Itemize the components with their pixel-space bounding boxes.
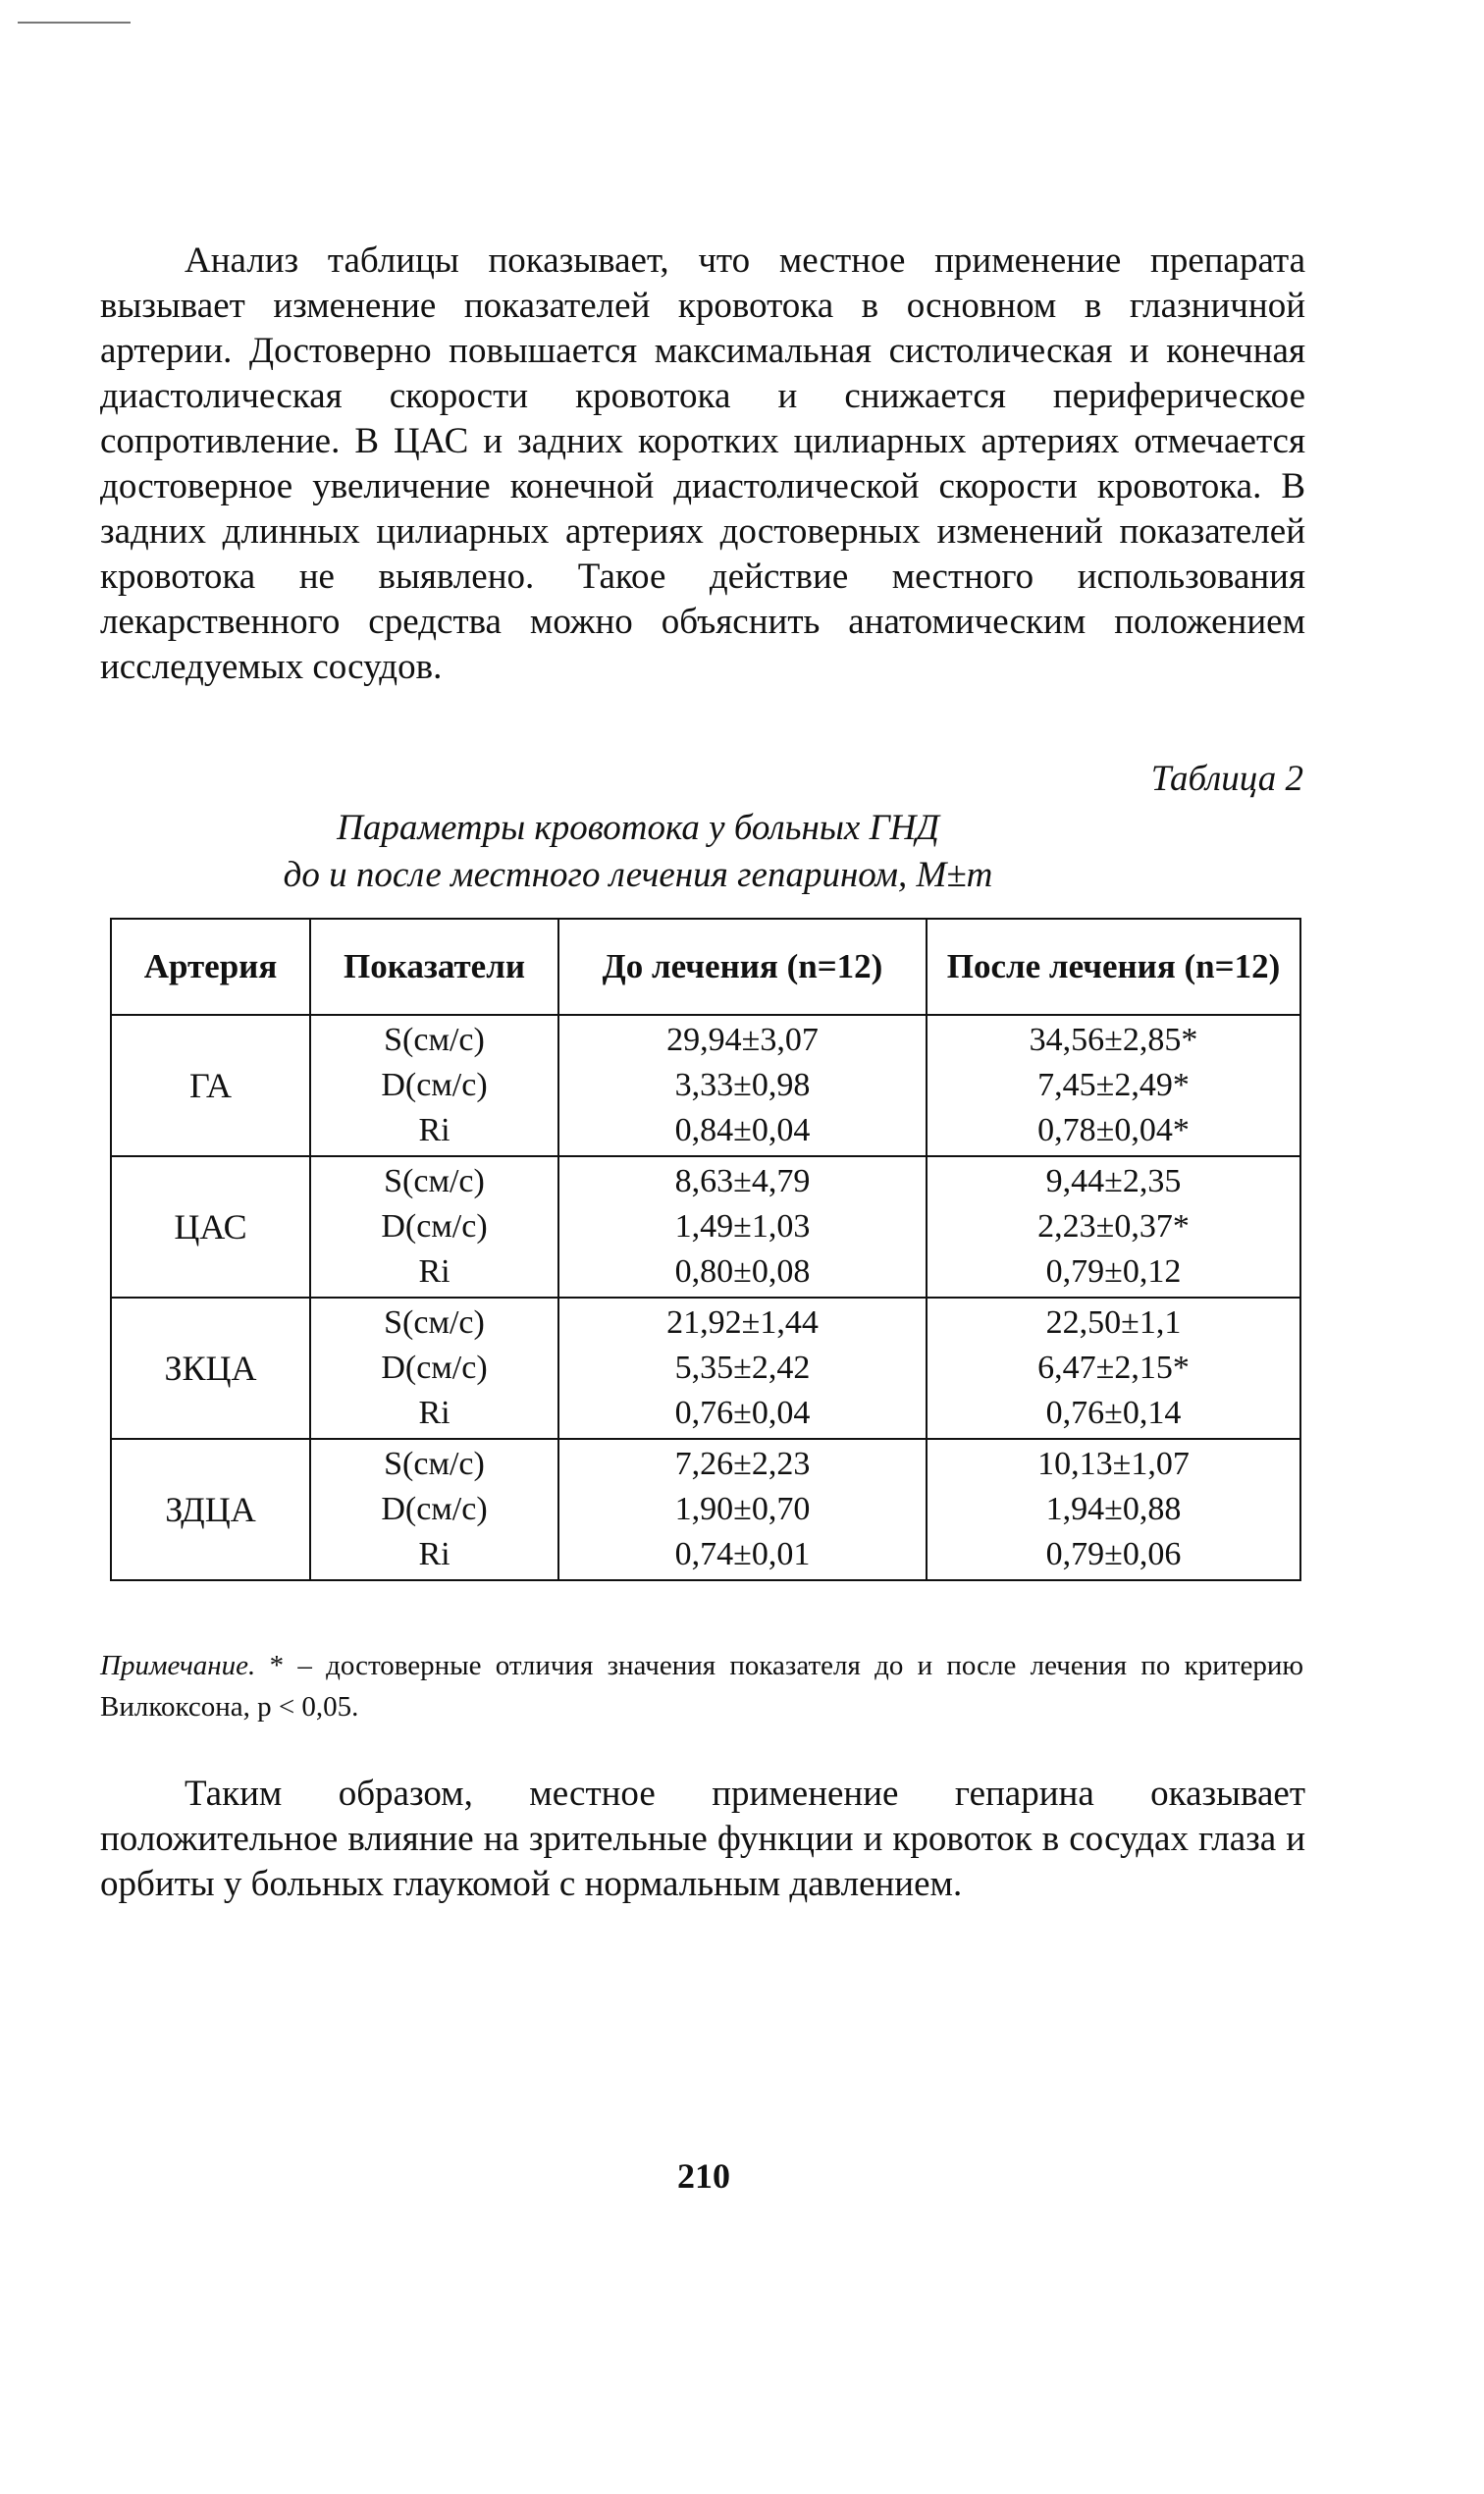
param-value: Ri bbox=[418, 1536, 450, 1572]
after-value: 7,45±2,49* bbox=[1037, 1067, 1190, 1103]
after-cell bbox=[927, 1015, 1300, 1156]
header-parameters: Показатели bbox=[310, 919, 558, 1015]
after-value: 0,79±0,06 bbox=[1045, 1536, 1182, 1572]
table-row bbox=[111, 1015, 1300, 1156]
param-value: S(см/с) bbox=[384, 1022, 485, 1058]
blood-flow-table bbox=[110, 918, 1301, 1581]
before-value: 0,74±0,01 bbox=[674, 1536, 811, 1572]
param-value: D(см/с) bbox=[381, 1067, 488, 1103]
before-cell bbox=[558, 1015, 927, 1156]
before-value: 21,92±1,44 bbox=[666, 1304, 819, 1341]
header-artery: Артерия bbox=[111, 919, 310, 1015]
after-value: 10,13±1,07 bbox=[1037, 1446, 1190, 1482]
before-value: 0,84±0,04 bbox=[674, 1112, 811, 1148]
param-value: D(см/с) bbox=[381, 1491, 488, 1527]
before-value: 5,35±2,42 bbox=[674, 1350, 811, 1386]
before-cell bbox=[558, 1439, 927, 1580]
table-caption-line-1: Параметры кровотока у больных ГНД bbox=[337, 808, 939, 848]
before-value: 3,33±0,98 bbox=[674, 1067, 811, 1103]
table-header-row bbox=[111, 919, 1300, 1015]
artery-cell: ЦАС bbox=[111, 1156, 310, 1298]
param-value: D(см/с) bbox=[381, 1208, 488, 1245]
table-row bbox=[111, 1439, 1300, 1580]
after-value: 2,23±0,37* bbox=[1037, 1208, 1190, 1245]
table-caption bbox=[196, 805, 1080, 899]
table-caption-line-2: до и после местного лечения гепарином, M±m bbox=[283, 855, 993, 895]
body-paragraph-conclusion: Таким образом, местное применение гепарина оказывает положительное влияние на зрительные функции и кровоток в сосудах глаза и орбиты у больных глаукомой с нормальным давлением. bbox=[100, 1774, 1305, 1904]
params-cell bbox=[310, 1439, 558, 1580]
after-value: 22,50±1,1 bbox=[1045, 1304, 1182, 1341]
before-value: 1,90±0,70 bbox=[674, 1491, 811, 1527]
after-value: 9,44±2,35 bbox=[1045, 1163, 1182, 1199]
before-value: 29,94±3,07 bbox=[666, 1022, 819, 1058]
params-cell bbox=[310, 1156, 558, 1298]
param-value: D(см/с) bbox=[381, 1350, 488, 1386]
param-value: Ri bbox=[418, 1395, 450, 1431]
param-value: S(см/с) bbox=[384, 1304, 485, 1341]
after-cell bbox=[927, 1298, 1300, 1439]
table-row bbox=[111, 1156, 1300, 1298]
artery-cell: ЗДЦА bbox=[111, 1439, 310, 1580]
note-label: Примечание. bbox=[100, 1650, 256, 1681]
before-value: 7,26±2,23 bbox=[674, 1446, 811, 1482]
page-number: 210 bbox=[677, 2156, 730, 2196]
scan-corner-mark bbox=[18, 22, 131, 24]
param-value: Ri bbox=[418, 1253, 450, 1290]
after-value: 1,94±0,88 bbox=[1045, 1491, 1182, 1527]
table-note bbox=[100, 1645, 1303, 1727]
before-value: 8,63±4,79 bbox=[674, 1163, 811, 1199]
table-label: Таблица 2 bbox=[1150, 759, 1303, 799]
table-row bbox=[111, 1298, 1300, 1439]
param-value: S(см/с) bbox=[384, 1163, 485, 1199]
artery-cell: ГА bbox=[111, 1015, 310, 1156]
before-cell bbox=[558, 1156, 927, 1298]
after-value: 34,56±2,85* bbox=[1029, 1022, 1198, 1058]
after-cell bbox=[927, 1156, 1300, 1298]
header-before-treatment: До лечения (n=12) bbox=[558, 919, 927, 1015]
param-value: S(см/с) bbox=[384, 1446, 485, 1482]
after-value: 0,78±0,04* bbox=[1037, 1112, 1190, 1148]
body-paragraph-analysis: Анализ таблицы показывает, что местное применение препарата вызывает изменение показателей кровотока в основном в глазничной артерии. Достоверно повышается максимальная систолическая и конечная диастолическая скорости кровотока и снижается периферическое сопротивление. В ЦАС и задних коротких цилиарных артериях отмечается достоверное увеличение конечной диастолической скорости кровотока. В задних длинных цилиарных артериях достоверных изменений показателей кровотока не выявлено. Такое действие местного использования лекарственного средства можно объяснить анатомическим положением исследуемых сосудов. bbox=[100, 240, 1305, 687]
note-text: * – достоверные отличия значения показателя до и после лечения по критерию Вилкоксона, p < 0,05. bbox=[100, 1650, 1303, 1723]
header-after-treatment: После лечения (n=12) bbox=[927, 919, 1300, 1015]
param-value: Ri bbox=[418, 1112, 450, 1148]
before-value: 1,49±1,03 bbox=[674, 1208, 811, 1245]
params-cell bbox=[310, 1015, 558, 1156]
before-value: 0,80±0,08 bbox=[674, 1253, 811, 1290]
before-value: 0,76±0,04 bbox=[674, 1395, 811, 1431]
after-cell bbox=[927, 1439, 1300, 1580]
after-value: 0,76±0,14 bbox=[1045, 1395, 1182, 1431]
after-value: 0,79±0,12 bbox=[1045, 1253, 1182, 1290]
artery-cell: ЗКЦА bbox=[111, 1298, 310, 1439]
params-cell bbox=[310, 1298, 558, 1439]
after-value: 6,47±2,15* bbox=[1037, 1350, 1190, 1386]
before-cell bbox=[558, 1298, 927, 1439]
